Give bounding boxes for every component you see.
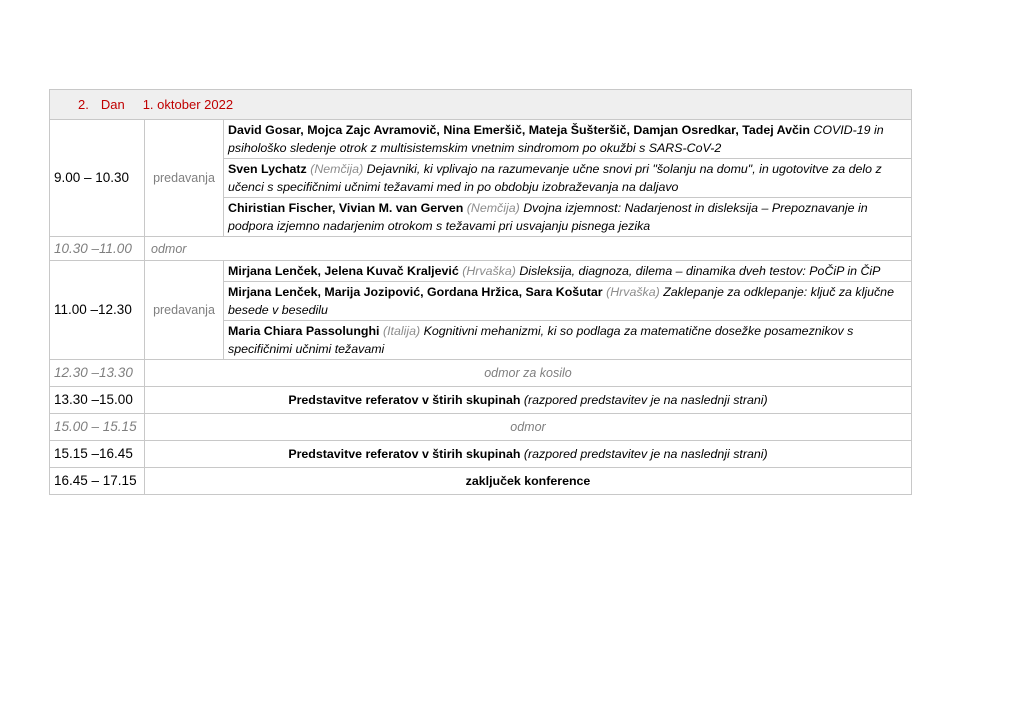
break-cell: odmor <box>145 414 912 441</box>
closing-cell: zaključek konference <box>145 468 912 495</box>
table-row <box>50 237 912 261</box>
talk-title: Kognitivni mehanizmi, ki so podlaga za matematične dosežke posameznikov s specifičnimi učnimi težavami <box>228 324 854 356</box>
table-row <box>50 414 912 441</box>
session-note: (razpored predstavitev je na naslednji strani) <box>523 447 768 461</box>
session-label: Predstavitve referatov v štirih skupinah <box>288 393 521 407</box>
session-cell <box>145 387 912 414</box>
talk-speakers: David Gosar, Mojca Zajc Avramovič, Nina Emeršič, Mateja Šušteršič, Damjan Osredkar, Tadej Avčin <box>228 123 810 137</box>
time-cell: 15.15 –16.45 <box>50 441 145 468</box>
day-header <box>50 90 912 120</box>
time-cell: 9.00 – 10.30 <box>50 120 145 237</box>
talk-speakers: Maria Chiara Passolunghi <box>228 324 380 338</box>
talk-country: (Nemčija) <box>310 162 364 176</box>
lunch-cell: odmor za kosilo <box>145 360 912 387</box>
talk-title: Disleksija, diagnoza, dilema – dinamika dveh testov: PoČiP in ČiP <box>519 264 881 278</box>
talk-title: Zaklepanje za odklepanje: ključ za ključne besede v besedilu <box>228 285 894 317</box>
time-cell: 13.30 –15.00 <box>50 387 145 414</box>
day-number: 2. <box>78 96 89 112</box>
kind-cell: predavanja <box>145 261 224 360</box>
break-cell: odmor <box>145 237 912 261</box>
talk-speakers: Mirjana Lenček, Marija Jozipović, Gordana Hržica, Sara Košutar <box>228 285 603 299</box>
talk-cell <box>224 120 912 159</box>
table-row <box>50 387 912 414</box>
session-label: Predstavitve referatov v štirih skupinah <box>288 447 521 461</box>
talk-cell <box>224 261 912 282</box>
talk-cell <box>224 282 912 321</box>
time-cell: 16.45 – 17.15 <box>50 468 145 495</box>
table-row <box>50 468 912 495</box>
day-header-row <box>50 90 912 120</box>
talk-cell <box>224 321 912 360</box>
talk-country: (Hrvaška) <box>462 264 516 278</box>
talk-speakers: Chiristian Fischer, Vivian M. van Gerven <box>228 201 464 215</box>
day-date: 1. oktober 2022 <box>142 96 234 112</box>
time-cell: 11.00 –12.30 <box>50 261 145 360</box>
talk-speakers: Mirjana Lenček, Jelena Kuvač Kraljević <box>228 264 459 278</box>
table-row <box>50 261 912 282</box>
session-cell <box>145 441 912 468</box>
talk-title: Dvojna izjemnost: Nadarjenost in disleksija – Prepoznavanje in podpora izjemno nadarjenim otrokom s težavami pri usvajanju pisnega jezika <box>228 201 868 233</box>
talk-cell <box>224 159 912 198</box>
session-note: (razpored predstavitev je na naslednji strani) <box>523 393 768 407</box>
talk-cell <box>224 198 912 237</box>
table-row <box>50 360 912 387</box>
talk-country: (Hrvaška) <box>606 285 660 299</box>
talk-title: Dejavniki, ki vplivajo na razumevanje učne snovi pri "šolanju na domu", in ugotovitve za delo z učenci s specifičnimi učnimi težavami med in po obdobju izobraževanja na daljavo <box>228 162 882 194</box>
schedule-table <box>49 89 912 495</box>
talk-speakers: Sven Lychatz <box>228 162 307 176</box>
table-row <box>50 120 912 159</box>
day-label: Dan <box>100 96 125 112</box>
table-row <box>50 441 912 468</box>
talk-title: COVID-19 in psihološko sledenje otrok z multisistemskim vnetnim sindromom po okužbi s SARS-CoV-2 <box>228 123 884 155</box>
talk-country: (Italija) <box>382 324 421 338</box>
time-cell: 15.00 – 15.15 <box>50 414 145 441</box>
time-cell: 10.30 –11.00 <box>50 237 145 261</box>
talk-country: (Nemčija) <box>466 201 520 215</box>
kind-cell: predavanja <box>145 120 224 237</box>
time-cell: 12.30 –13.30 <box>50 360 145 387</box>
